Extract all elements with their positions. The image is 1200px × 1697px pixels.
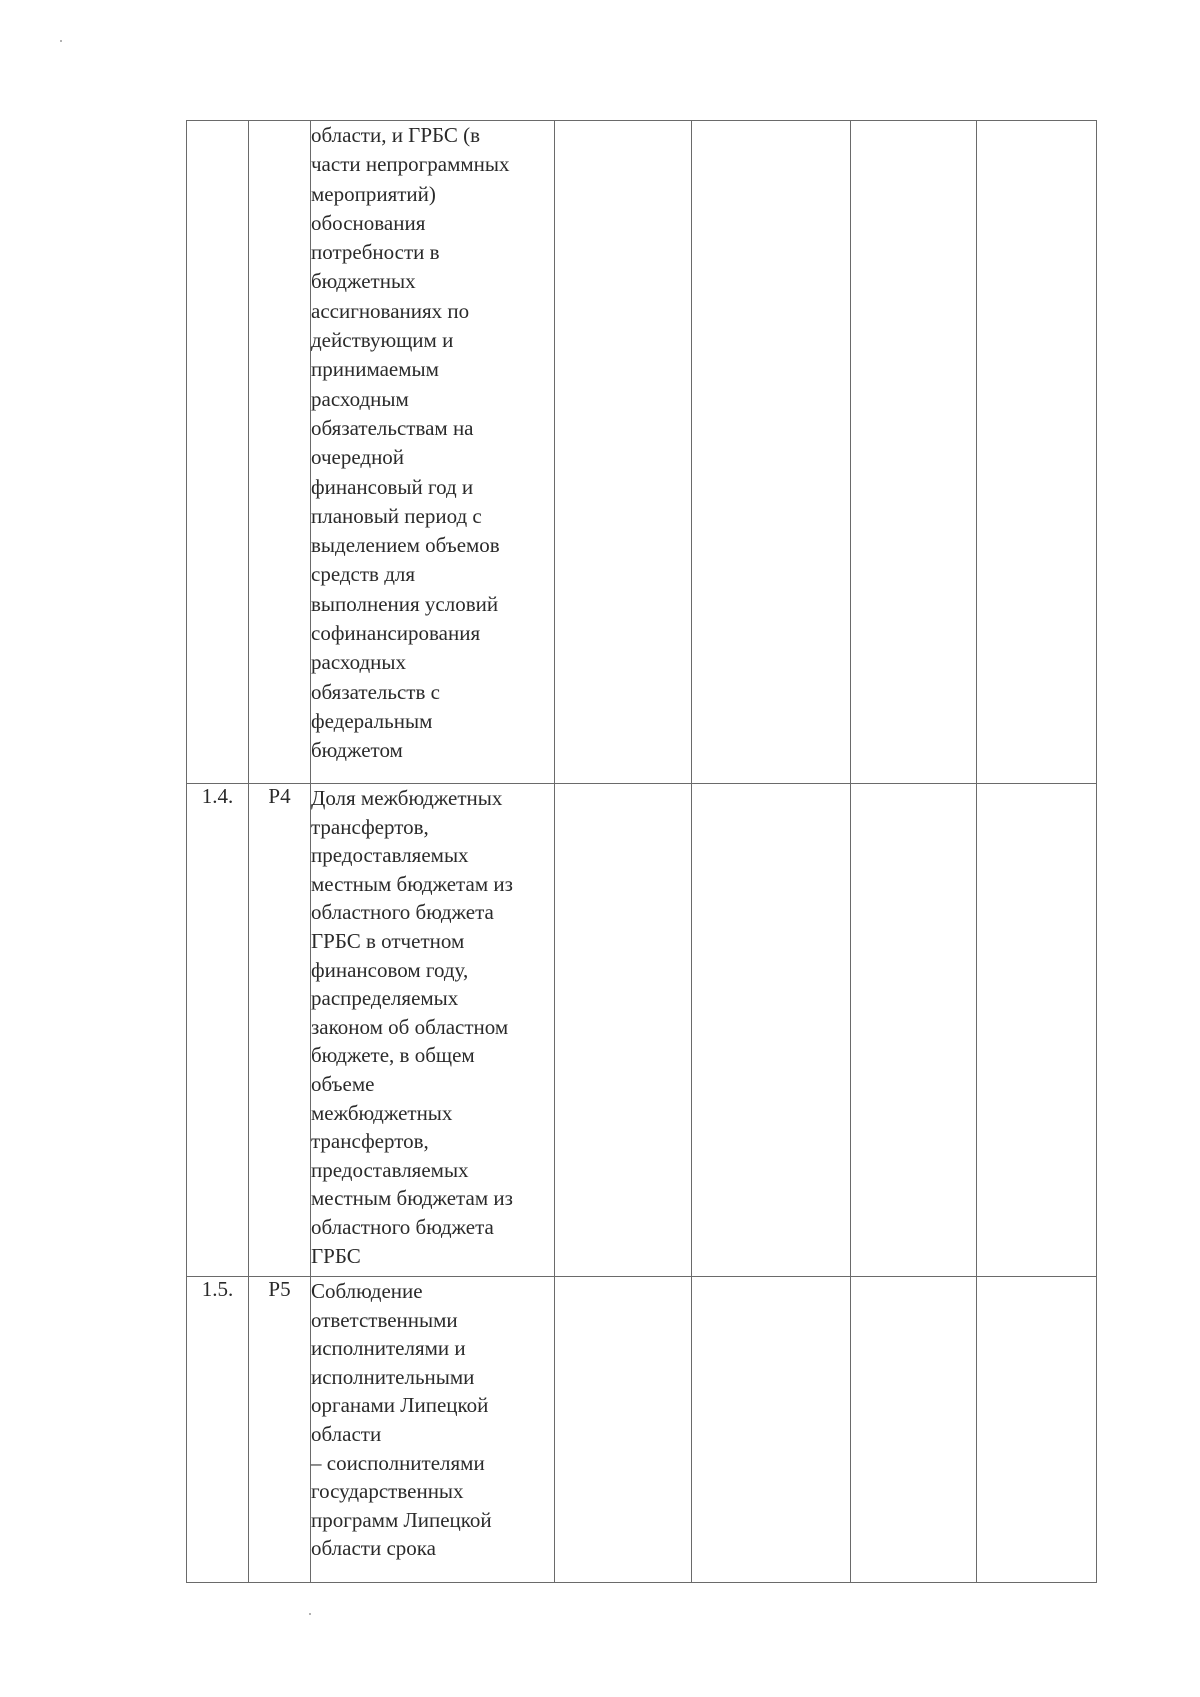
indicator-description: Доля межбюджетных трансфертов, предоставляемых местным бюджетам из областного бюджета ГРБС в отчетном финансовом году, распределяемых законом об областном бюджете, в общем объеме межбюджетных трансфертов, предоставляемых местным бюджетам из областного бюджета ГРБС xyxy=(311,784,555,1277)
empty-cell xyxy=(555,1277,692,1583)
empty-cell xyxy=(977,1277,1097,1583)
empty-cell xyxy=(692,1277,851,1583)
scan-speck xyxy=(309,1613,311,1615)
indicators-table xyxy=(186,120,1097,1583)
indicator-description: Соблюдение ответственными исполнителями и исполнительными органами Липецкой области – соисполнителями государственных программ Липецкой области срока xyxy=(311,1277,555,1583)
table-row xyxy=(187,784,1097,1277)
empty-cell xyxy=(851,1277,977,1583)
scan-speck xyxy=(60,40,62,42)
empty-cell xyxy=(977,121,1097,784)
row-number: 1.5. xyxy=(187,1277,249,1583)
empty-cell xyxy=(555,784,692,1277)
indicator-code: Р4 xyxy=(249,784,311,1277)
row-number xyxy=(187,121,249,784)
table-row xyxy=(187,1277,1097,1583)
empty-cell xyxy=(977,784,1097,1277)
empty-cell xyxy=(851,784,977,1277)
empty-cell xyxy=(692,121,851,784)
table-row xyxy=(187,121,1097,784)
empty-cell xyxy=(851,121,977,784)
indicator-code xyxy=(249,121,311,784)
empty-cell xyxy=(692,784,851,1277)
indicator-code: Р5 xyxy=(249,1277,311,1583)
row-number: 1.4. xyxy=(187,784,249,1277)
indicator-description: области, и ГРБС (в части непрограммных мероприятий) обоснования потребности в бюджетных ассигнованиях по действующим и принимаемым расходным обязательствам на очередной финансовый год и плановый период с выделением объемов средств для выполнения условий софинансирования расходных обязательств с федеральным бюджетом xyxy=(311,121,555,784)
empty-cell xyxy=(555,121,692,784)
